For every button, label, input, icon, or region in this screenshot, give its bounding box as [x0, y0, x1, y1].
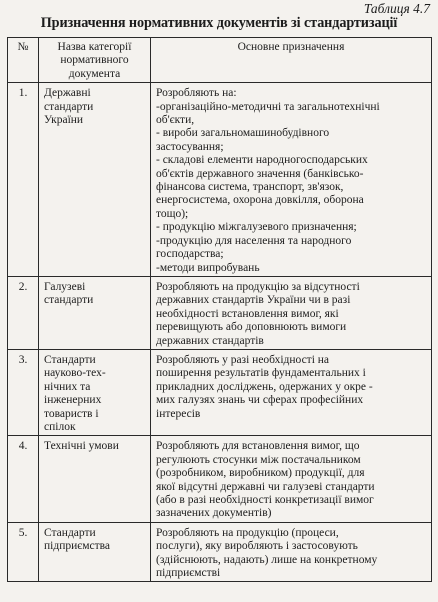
purpose-line: мих галузях знань чи сферах професійних — [156, 394, 364, 407]
purpose-line: енергосистема, охорона довкілля, оборона — [156, 194, 364, 207]
row-category — [39, 83, 151, 277]
purpose-line: зазначених документів) — [156, 507, 272, 520]
table-row — [8, 436, 432, 522]
category-line: Технічні умови — [44, 440, 119, 453]
purpose-line: Розробляють на: — [156, 87, 237, 100]
category-line: товариств і — [44, 407, 99, 420]
purpose-line: -продукцію для населення та народного — [156, 234, 352, 247]
purpose-line: - складові елементи народногосподарських — [156, 154, 368, 167]
category-line: інженерних — [44, 394, 102, 407]
row-purpose — [151, 276, 432, 349]
purpose-line: регулюють стосунки між постачальником — [156, 453, 361, 466]
row-purpose — [151, 349, 432, 435]
table-row — [8, 83, 432, 277]
purpose-line: поширення результатів фундаментальних і — [156, 367, 366, 380]
purpose-line: державних стандартів — [156, 334, 264, 347]
purpose-line: об'єкти, — [156, 114, 195, 127]
table-label: Таблиця 4.7 — [363, 1, 430, 16]
standards-table — [7, 37, 432, 582]
row-number: 4. — [8, 436, 39, 522]
category-line: України — [44, 114, 84, 127]
purpose-line: - продукцію міжгалузевого призначення; — [156, 221, 357, 234]
table-header-row — [8, 38, 432, 83]
row-number: 2. — [8, 276, 39, 349]
purpose-line: підприємстві — [156, 567, 221, 580]
purpose-line: господарства; — [156, 248, 224, 261]
category-line: нічних та — [44, 380, 91, 393]
category-line: стандарти — [44, 294, 94, 307]
row-number: 1. — [8, 83, 39, 277]
table-row — [8, 276, 432, 349]
category-line: науково-тех- — [44, 367, 106, 380]
purpose-line: (або в разі необхідності конкретизації вимог — [156, 494, 374, 506]
category-line: Стандарти — [44, 526, 96, 539]
row-number: 3. — [8, 349, 39, 435]
purpose-line: Розробляють у разі необхідності на — [156, 353, 330, 366]
category-line: Стандарти — [44, 353, 96, 366]
purpose-line: - вироби загальномашинобудівного — [156, 127, 330, 140]
purpose-line: -організаційно-методичні та загальнотехнічні — [156, 100, 380, 113]
category-line: Державні — [44, 87, 91, 100]
purpose-line: Розробляють на продукцію (процеси, — [156, 526, 339, 539]
page-title: Призначення нормативних документів зі стандартизації — [40, 15, 398, 31]
purpose-line: застосування; — [156, 140, 224, 153]
row-category — [39, 276, 151, 349]
purpose-line: (розробником, виробником) продукції, для — [156, 467, 365, 480]
header-num: № — [8, 38, 39, 83]
purpose-line: -методи випробувань — [156, 261, 260, 274]
category-line: підприємства — [44, 540, 110, 553]
table-row — [8, 522, 432, 582]
purpose-line: об'єктів державного значення (банківсько- — [156, 167, 364, 180]
row-category — [39, 522, 151, 582]
purpose-line: Розробляють для встановлення вимог, що — [156, 440, 360, 453]
purpose-line: якої відсутні державні чи галузеві стандарти — [156, 480, 375, 493]
purpose-line: (здійснюють, надають) лише на конкретному — [156, 553, 378, 566]
header-category: Назва категорії нормативного документа — [39, 38, 151, 83]
row-purpose — [151, 83, 432, 277]
row-purpose — [151, 522, 432, 582]
purpose-line: інтересів — [156, 407, 201, 420]
purpose-line: фінансова система, транспорт, зв'язок, — [156, 181, 344, 194]
row-number: 5. — [8, 522, 39, 582]
purpose-line: державних стандартів України чи в разі — [156, 294, 351, 307]
category-line: спілок — [44, 420, 76, 433]
purpose-line: тощо); — [156, 207, 189, 220]
purpose-line: прикладних досліджень, одержаних у окре - — [156, 380, 373, 393]
purpose-line: послуги), яку виробляють і застосовують — [156, 540, 358, 553]
row-category — [39, 436, 151, 522]
purpose-line: Розробляють на продукцію за відсутності — [156, 280, 360, 293]
category-line: Галузеві — [44, 280, 86, 293]
purpose-line: перевищують або доповнюють вимоги — [156, 321, 347, 334]
category-line: стандарти — [44, 100, 94, 113]
header-purpose: Основне призначення — [151, 38, 432, 83]
row-purpose — [151, 436, 432, 522]
row-category — [39, 349, 151, 435]
purpose-line: необхідності встановлення вимог, які — [156, 307, 339, 320]
table-row — [8, 349, 432, 435]
